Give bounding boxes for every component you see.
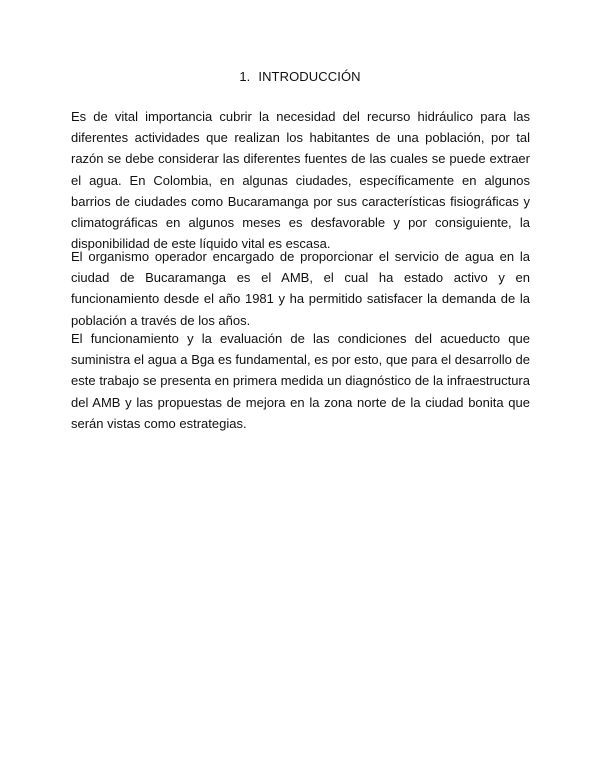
section-heading — [0, 68, 600, 85]
paragraph-operator-amb: El organismo operador encargado de proporcionar el servicio de agua en la ciudad de Bucaramanga es el AMB, el cual ha estado activo y en funcionamiento desde el año 1981 y ha permitido satisfacer la demanda de la población a través de los años. — [71, 249, 530, 328]
section-number: 1. — [239, 69, 251, 84]
paragraph-intro-need: Es de vital importancia cubrir la necesidad del recurso hidráulico para las diferentes actividades que realizan los habitantes de una población, por tal razón se debe considerar las diferentes fuentes de las cuales se puede extraer el agua. En Colombia, en algunas ciudades, específicamente en algunos barrios de ciudades como Bucaramanga por sus características fisiográficas y climatográficas en algunos meses es desfavorable y por consiguiente, la disponibilidad de este líquido vital es escasa. — [71, 109, 530, 252]
section-title: INTRODUCCIÓN — [258, 69, 361, 84]
paragraph-evaluation-purpose: El funcionamiento y la evaluación de las condiciones del acueducto que suministra el agua a Bga es fundamental, es por esto, que para el desarrollo de este trabajo se presenta en primera medida un diagnóstico de la infraestructura del AMB y las propuestas de mejora en la zona norte de la ciudad bonita que serán vistas como estrategias. — [71, 331, 530, 431]
